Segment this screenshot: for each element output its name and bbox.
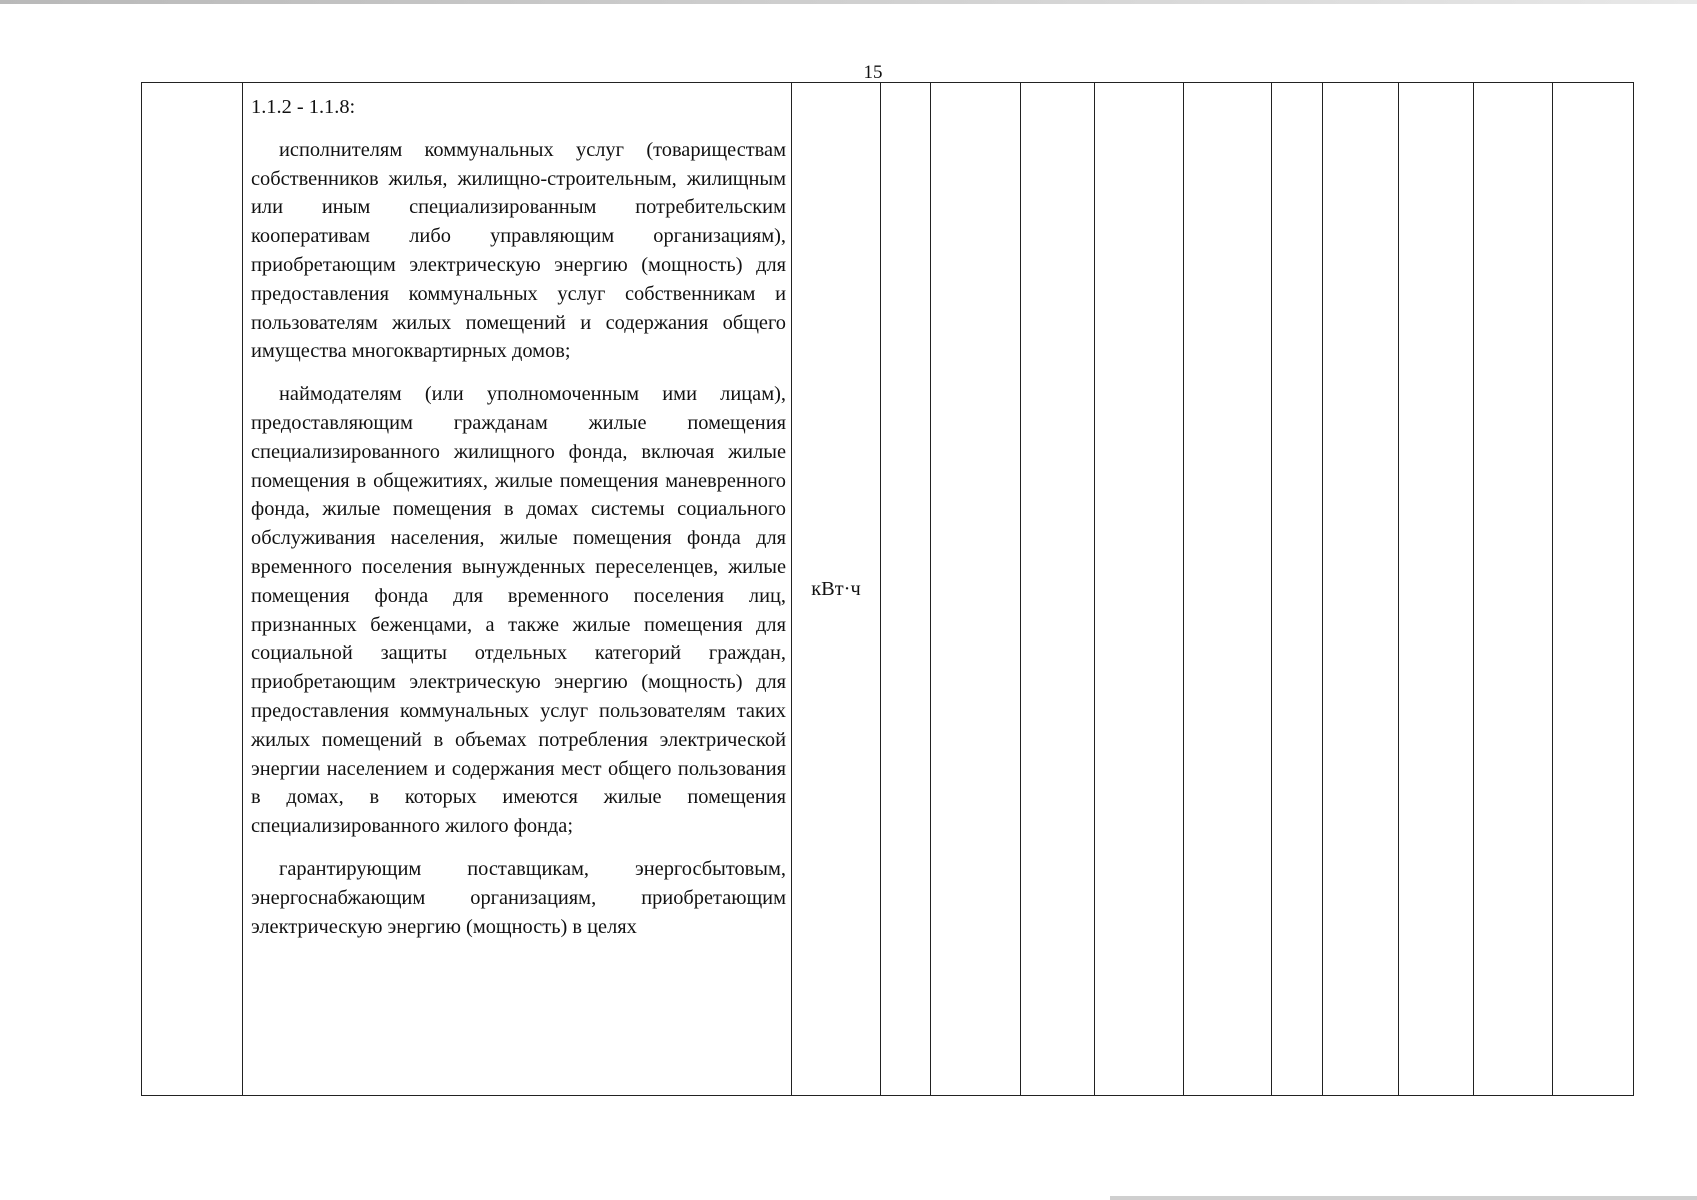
unit-cell: кВт·ч (792, 83, 881, 1096)
item-reference: 1.1.2 - 1.1.8: (251, 96, 356, 118)
value-cell (1399, 83, 1474, 1096)
description-paragraph: исполнителям коммунальных услуг (товариществам собственников жилья, жилищно-строительным, жилищным или иным специализированным потребительским кооперативам либо управляющим организациям), приобретающим электрическую энергию (мощность) для предоставления коммунальных услуг собственникам и пользователям жилых помещений и содержания общего имущества многоквартирных домов; (251, 138, 786, 363)
value-cell (1474, 83, 1553, 1096)
value-cell (1272, 83, 1323, 1096)
value-cell (1095, 83, 1184, 1096)
description-paragraph: гарантирующим поставщикам, энергосбытовым, энергоснабжающим организациям, приобретающим электрическую энергию (мощность) в целях (251, 857, 786, 938)
value-cell (1323, 83, 1399, 1096)
value-cell (1021, 83, 1095, 1096)
value-cell (1553, 83, 1634, 1096)
description-cell (243, 83, 792, 1096)
value-cell (931, 83, 1021, 1096)
scan-edge-top (0, 0, 1697, 4)
row-number-cell (142, 83, 243, 1096)
table-row (142, 83, 1634, 1096)
value-cell (881, 83, 931, 1096)
scan-edge-bottom (1110, 1196, 1697, 1200)
page-number: 15 (863, 62, 883, 83)
tariff-table (141, 82, 1634, 1096)
value-cell (1184, 83, 1272, 1096)
description-paragraph: наймодателям (или уполномоченным ими лицам), предоставляющим гражданам жилые помещения специализированного жилищного фонда, включая жилые помещения в общежитиях, жилые помещения маневренного фонда, жилые помещения в домах системы социального обслуживания населения, жилые помещения фонда для временного поселения вынужденных переселенцев, жилые помещения фонда для временного поселения лиц, признанных беженцами, а также жилые помещения для социальной защиты отдельных категорий граждан, приобретающим электрическую энергию (мощность) для предоставления коммунальных услуг пользователям таких жилых помещений в объемах потребления электрической энергии населением и содержания мест общего пользования в домах, в которых имеются жилые помещения специализированного жилого фонда; (251, 383, 786, 838)
